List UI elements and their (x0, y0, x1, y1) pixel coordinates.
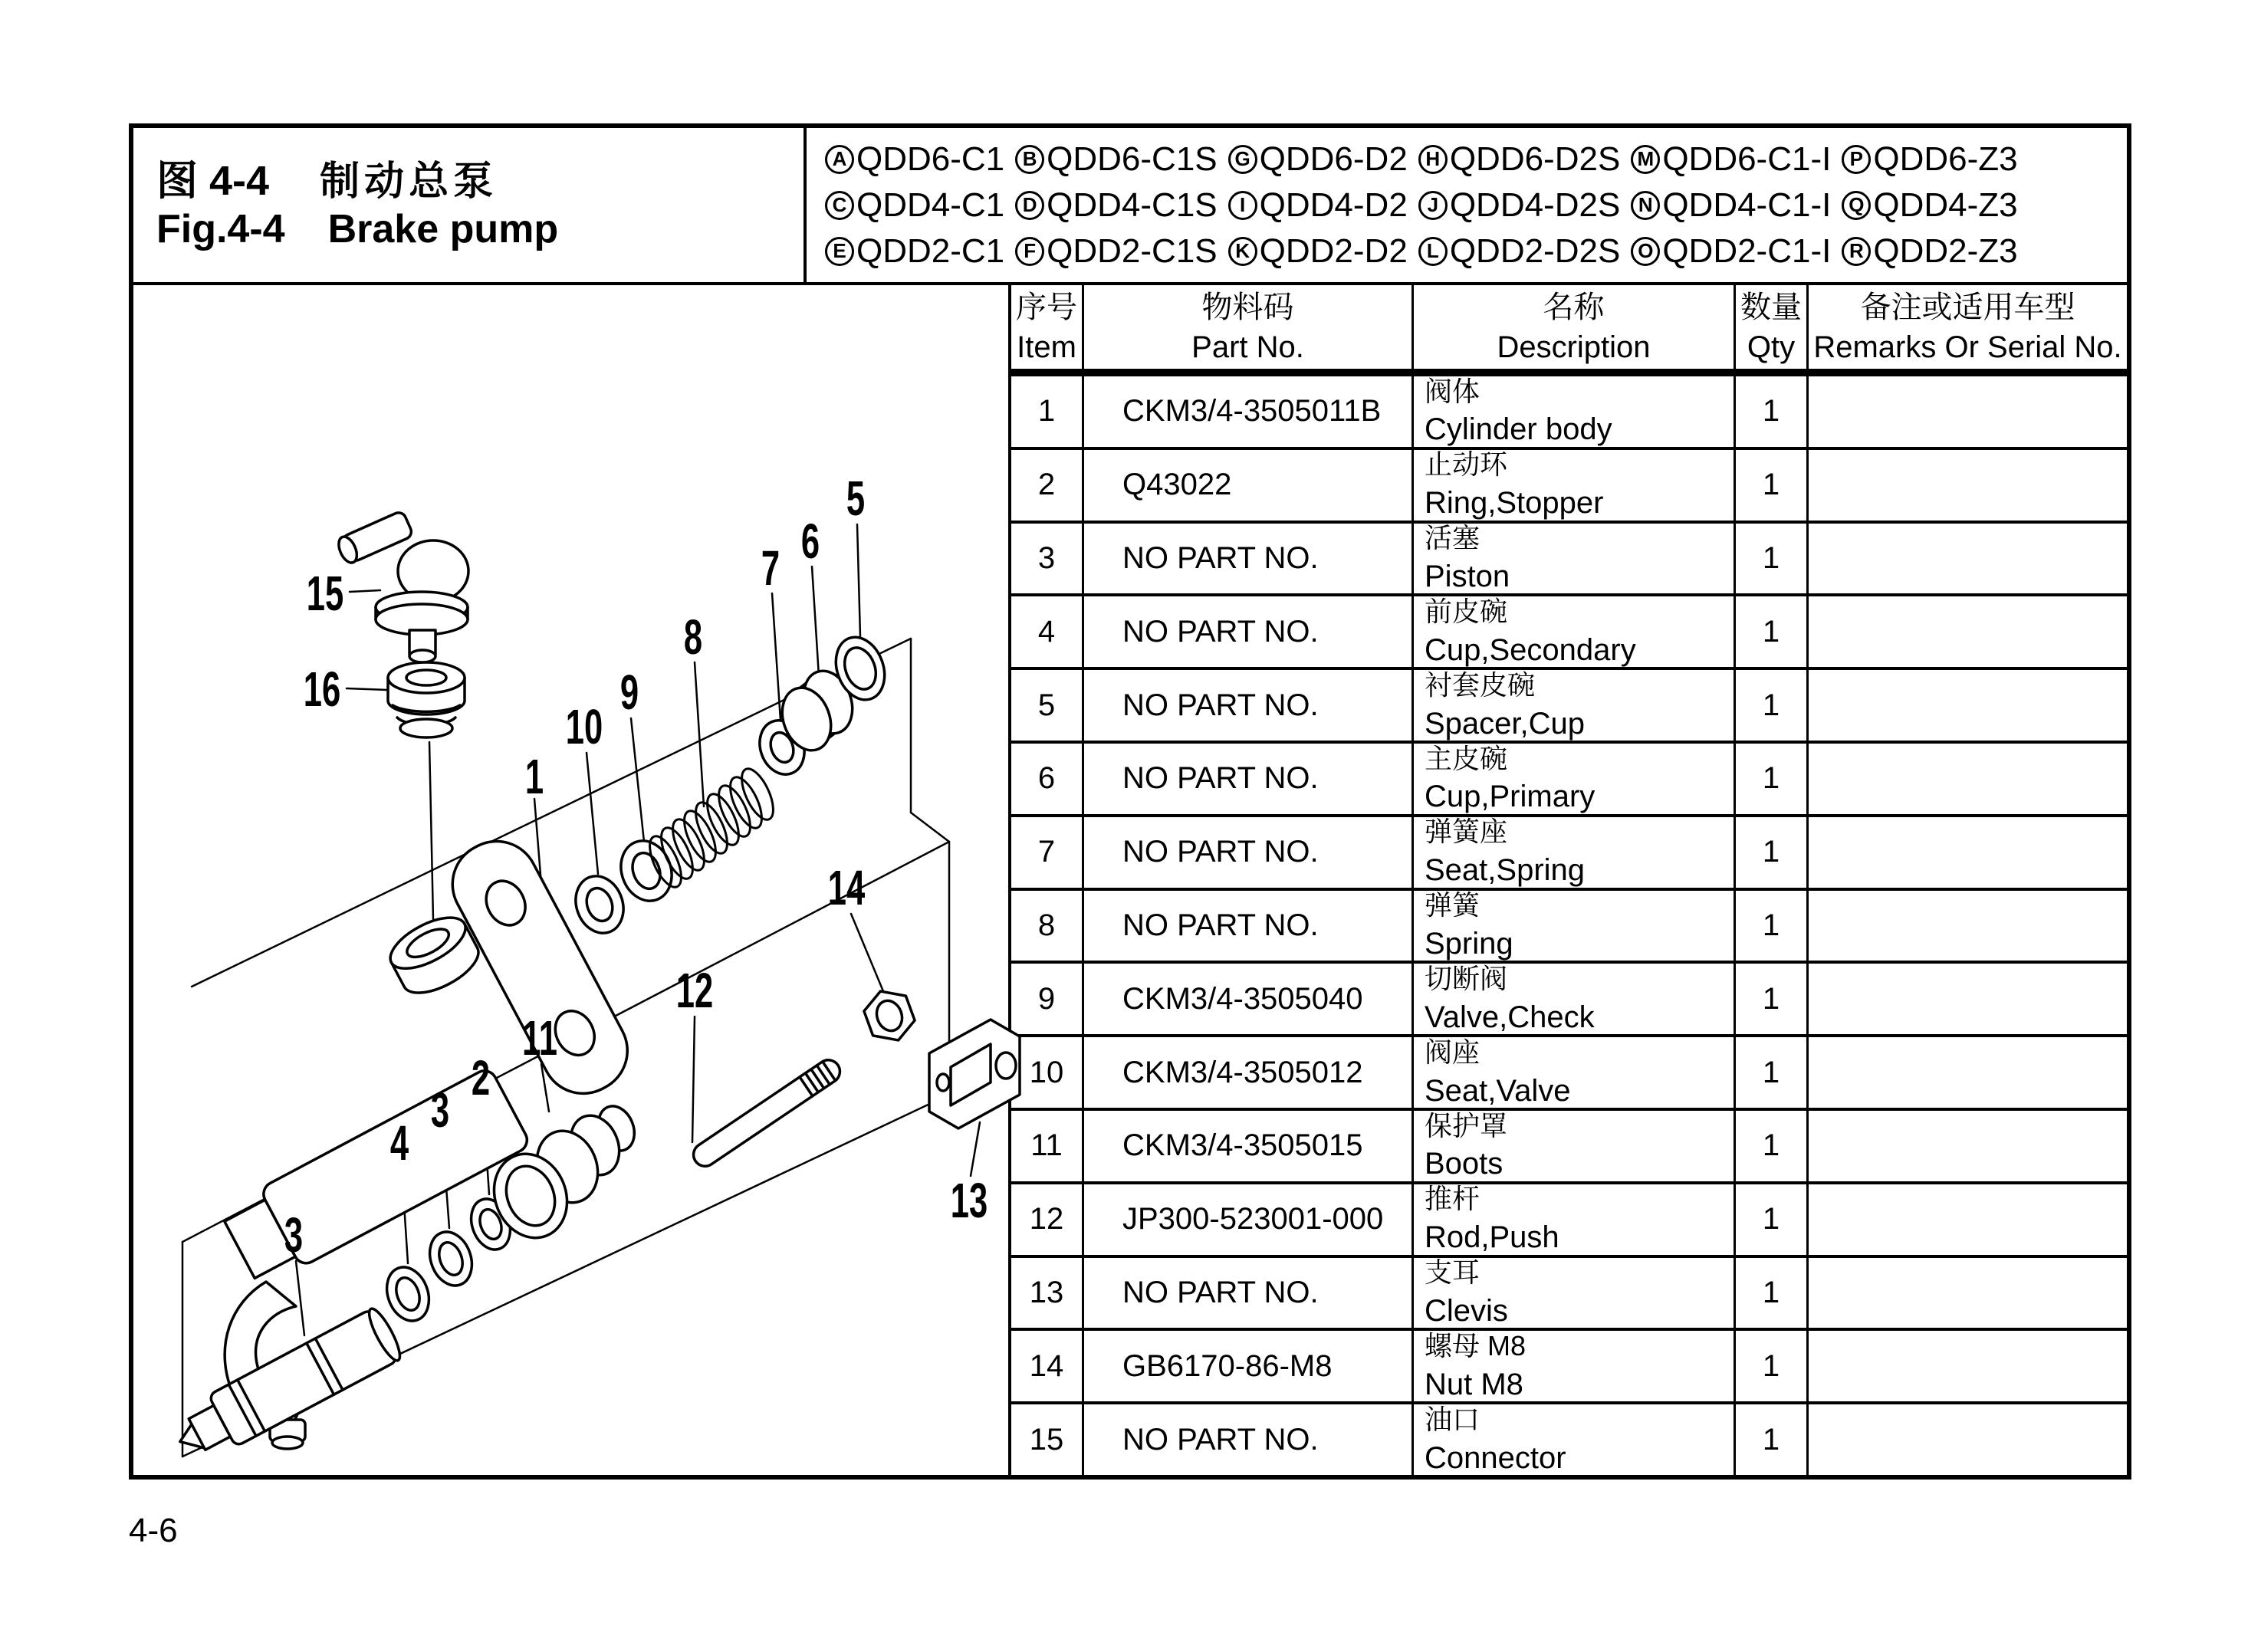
model-code: QDD4-Z3 (1873, 186, 2018, 224)
description-en: Seat,Spring (1425, 853, 1586, 888)
item-number: 11 (1030, 1128, 1063, 1163)
model-code: QDD2-C1S (1047, 232, 1218, 270)
qty-value: 1 (1762, 1275, 1780, 1309)
description-zh: 主皮碗 (1425, 744, 1508, 774)
model-letter-badge: I (1228, 191, 1257, 220)
item-number: 12 (1029, 1202, 1064, 1237)
part-number: CKM3/4-3505015 (1122, 1128, 1363, 1163)
description-en: Spacer,Cup (1425, 706, 1586, 741)
item-number: 15 (1029, 1422, 1064, 1457)
description-en: Valve,Check (1425, 1000, 1595, 1034)
description-en: Ring,Stopper (1425, 486, 1604, 521)
part-number: NO PART NO. (1122, 1422, 1319, 1457)
callout-number-14: 14 (827, 860, 866, 915)
qty-value: 1 (1762, 981, 1780, 1016)
model-code: QDD6-C1 (856, 140, 1005, 178)
model-letter-badge: R (1842, 237, 1871, 266)
callout-number-13: 13 (950, 1173, 988, 1228)
model-code: QDD4-D2 (1259, 186, 1408, 224)
page-number: 4-6 (129, 1512, 178, 1549)
qty-value: 1 (1762, 540, 1780, 575)
callout-number-1: 1 (524, 749, 544, 804)
part-number: NO PART NO. (1122, 614, 1319, 649)
qty-value: 1 (1762, 688, 1780, 722)
description-en: Spring (1425, 926, 1513, 961)
part-number: NO PART NO. (1122, 540, 1319, 575)
model-letter-badge: E (825, 237, 854, 266)
figure-title-en: Brake pump (327, 206, 559, 251)
description-en: Rod,Push (1425, 1220, 1559, 1255)
model-code: QDD6-C1-I (1662, 140, 1832, 178)
model-letter-badge: Q (1842, 191, 1871, 220)
col-header-remarks-zh: 备注或适用车型 (1860, 290, 2075, 324)
callout-number-12: 12 (675, 963, 714, 1018)
model-code: QDD4-C1S (1047, 186, 1218, 224)
qty-value: 1 (1762, 614, 1780, 649)
description-zh: 前皮碗 (1425, 596, 1508, 627)
qty-value: 1 (1762, 1055, 1780, 1089)
callout-number-5: 5 (846, 471, 866, 526)
col-header-remarks-en: Remarks Or Serial No. (1813, 330, 2122, 364)
item-number: 1 (1037, 394, 1056, 429)
part-number: JP300-523001-000 (1122, 1202, 1384, 1237)
model-code: QDD4-D2S (1449, 186, 1621, 224)
model-letter-badge: M (1631, 145, 1660, 174)
model-code: QDD2-Z3 (1873, 232, 2018, 270)
model-letter-badge: K (1228, 237, 1257, 266)
col-header-part-no-en: Part No. (1191, 330, 1304, 364)
description-zh: 支耳 (1425, 1257, 1480, 1289)
model-letter-badge: O (1631, 237, 1660, 266)
item-number: 2 (1037, 468, 1056, 502)
description-zh: 保护罩 (1425, 1111, 1508, 1141)
item-number: 10 (1029, 1055, 1064, 1089)
qty-value: 1 (1762, 835, 1780, 869)
col-header-item-zh: 序号 (1016, 290, 1077, 324)
description-en: Cup,Secondary (1425, 632, 1636, 667)
qty-value: 1 (1762, 1202, 1780, 1237)
part-number: NO PART NO. (1122, 1275, 1319, 1309)
qty-value: 1 (1762, 394, 1780, 429)
item-number: 14 (1029, 1348, 1064, 1383)
description-en: Cup,Primary (1425, 780, 1596, 814)
part-number: NO PART NO. (1122, 835, 1319, 869)
description-zh: 弹簧座 (1425, 816, 1508, 848)
part-number: NO PART NO. (1122, 761, 1319, 796)
model-code: QDD2-D2 (1259, 232, 1408, 270)
model-code: QDD2-D2S (1449, 232, 1621, 270)
item-number: 7 (1037, 835, 1056, 869)
callout-number-7: 7 (761, 540, 781, 596)
description-zh: 弹簧 (1425, 890, 1480, 921)
part-washer-4 (380, 1261, 435, 1326)
figure-label-zh: 图 4-4 (156, 157, 270, 204)
model-letter-badge: C (825, 191, 854, 220)
model-code: QDD4-C1-I (1662, 186, 1832, 224)
item-number: 6 (1037, 761, 1056, 796)
description-zh: 切断阀 (1425, 964, 1508, 994)
callout-number-9: 9 (619, 665, 639, 720)
qty-value: 1 (1762, 761, 1780, 796)
model-letter-badge: A (825, 145, 854, 174)
model-code: QDD2-C1 (856, 232, 1005, 270)
callout-number-6: 6 (800, 514, 820, 569)
part-number: CKM3/4-3505040 (1122, 981, 1363, 1016)
model-letter-badge: H (1418, 145, 1448, 174)
description-zh: 活塞 (1425, 523, 1480, 554)
figure-label-en: Fig.4-4 (156, 206, 285, 251)
part-number: NO PART NO. (1122, 688, 1319, 722)
description-zh: 推杆 (1425, 1184, 1480, 1215)
col-header-qty-zh: 数量 (1740, 290, 1802, 324)
description-en: Nut M8 (1425, 1367, 1523, 1401)
part-number: CKM3/4-3505012 (1122, 1055, 1363, 1089)
description-zh: 油口 (1425, 1404, 1480, 1435)
model-letter-badge: J (1418, 191, 1448, 220)
callout-number-10: 10 (565, 699, 603, 754)
callout-number-3: 3 (430, 1082, 450, 1138)
model-code: QDD6-C1S (1047, 140, 1218, 178)
model-letter-badge: L (1418, 237, 1448, 266)
col-header-part-no-zh: 物料码 (1201, 290, 1294, 324)
qty-value: 1 (1762, 1422, 1780, 1457)
description-en: Seat,Valve (1425, 1073, 1571, 1108)
part-number: CKM3/4-3505011B (1122, 394, 1382, 429)
qty-value: 1 (1762, 1128, 1780, 1163)
callout-number-8: 8 (683, 609, 703, 665)
model-letter-badge: N (1631, 191, 1660, 220)
model-letter-badge: D (1015, 191, 1044, 220)
item-number: 13 (1029, 1275, 1064, 1309)
qty-value: 1 (1762, 1348, 1780, 1383)
model-code: QDD2-C1-I (1662, 232, 1832, 270)
item-number: 4 (1037, 614, 1056, 649)
part-washer-3 (422, 1226, 478, 1291)
description-en: Connector (1425, 1440, 1566, 1475)
qty-value: 1 (1762, 468, 1780, 502)
callout-number-2: 2 (471, 1050, 491, 1105)
description-zh: 止动环 (1425, 449, 1508, 481)
col-header-qty-en: Qty (1747, 330, 1796, 364)
callout-number-4: 4 (389, 1115, 409, 1171)
part-number: Q43022 (1122, 468, 1232, 502)
item-number: 9 (1037, 981, 1056, 1016)
part-connector-15 (335, 511, 468, 662)
part-cap-16 (388, 662, 465, 737)
model-code: QDD6-Z3 (1873, 140, 2018, 178)
description-en: Clevis (1425, 1293, 1508, 1328)
qty-value: 1 (1762, 908, 1780, 942)
description-en: Boots (1425, 1147, 1503, 1181)
description-zh: 阀体 (1425, 376, 1480, 407)
description-en: Cylinder body (1425, 412, 1612, 447)
part-number: GB6170-86-M8 (1122, 1348, 1333, 1383)
part-number: NO PART NO. (1122, 908, 1319, 942)
model-code: QDD4-C1 (856, 186, 1005, 224)
description-en: Piston (1425, 559, 1510, 593)
model-code: QDD6-D2 (1259, 140, 1408, 178)
col-header-description-en: Description (1497, 330, 1651, 364)
item-number: 3 (1037, 540, 1056, 575)
col-header-item-en: Item (1017, 330, 1076, 364)
model-letter-badge: B (1015, 145, 1044, 174)
description-zh: 阀座 (1425, 1037, 1480, 1068)
model-letter-badge: F (1015, 237, 1044, 266)
model-code: QDD6-D2S (1449, 140, 1621, 178)
item-number: 8 (1037, 908, 1056, 942)
col-header-description-zh: 名称 (1543, 290, 1605, 324)
description-zh: 螺母 M8 (1425, 1331, 1527, 1361)
callout-number-11: 11 (521, 1010, 558, 1066)
model-letter-badge: G (1228, 145, 1257, 174)
figure-title-zh: 制动总泵 (320, 159, 498, 204)
part-push-rod-12 (689, 1056, 844, 1171)
model-letter-badge: P (1842, 145, 1871, 174)
part-clevis-13 (929, 1020, 1020, 1128)
description-zh: 衬套皮碗 (1425, 670, 1536, 701)
part-washer-10 (568, 869, 631, 940)
callout-number-15: 15 (306, 566, 344, 621)
item-number: 5 (1037, 688, 1056, 722)
part-nut-14 (859, 984, 919, 1048)
callout-number-3: 3 (284, 1207, 304, 1263)
callout-number-16: 16 (303, 662, 341, 717)
